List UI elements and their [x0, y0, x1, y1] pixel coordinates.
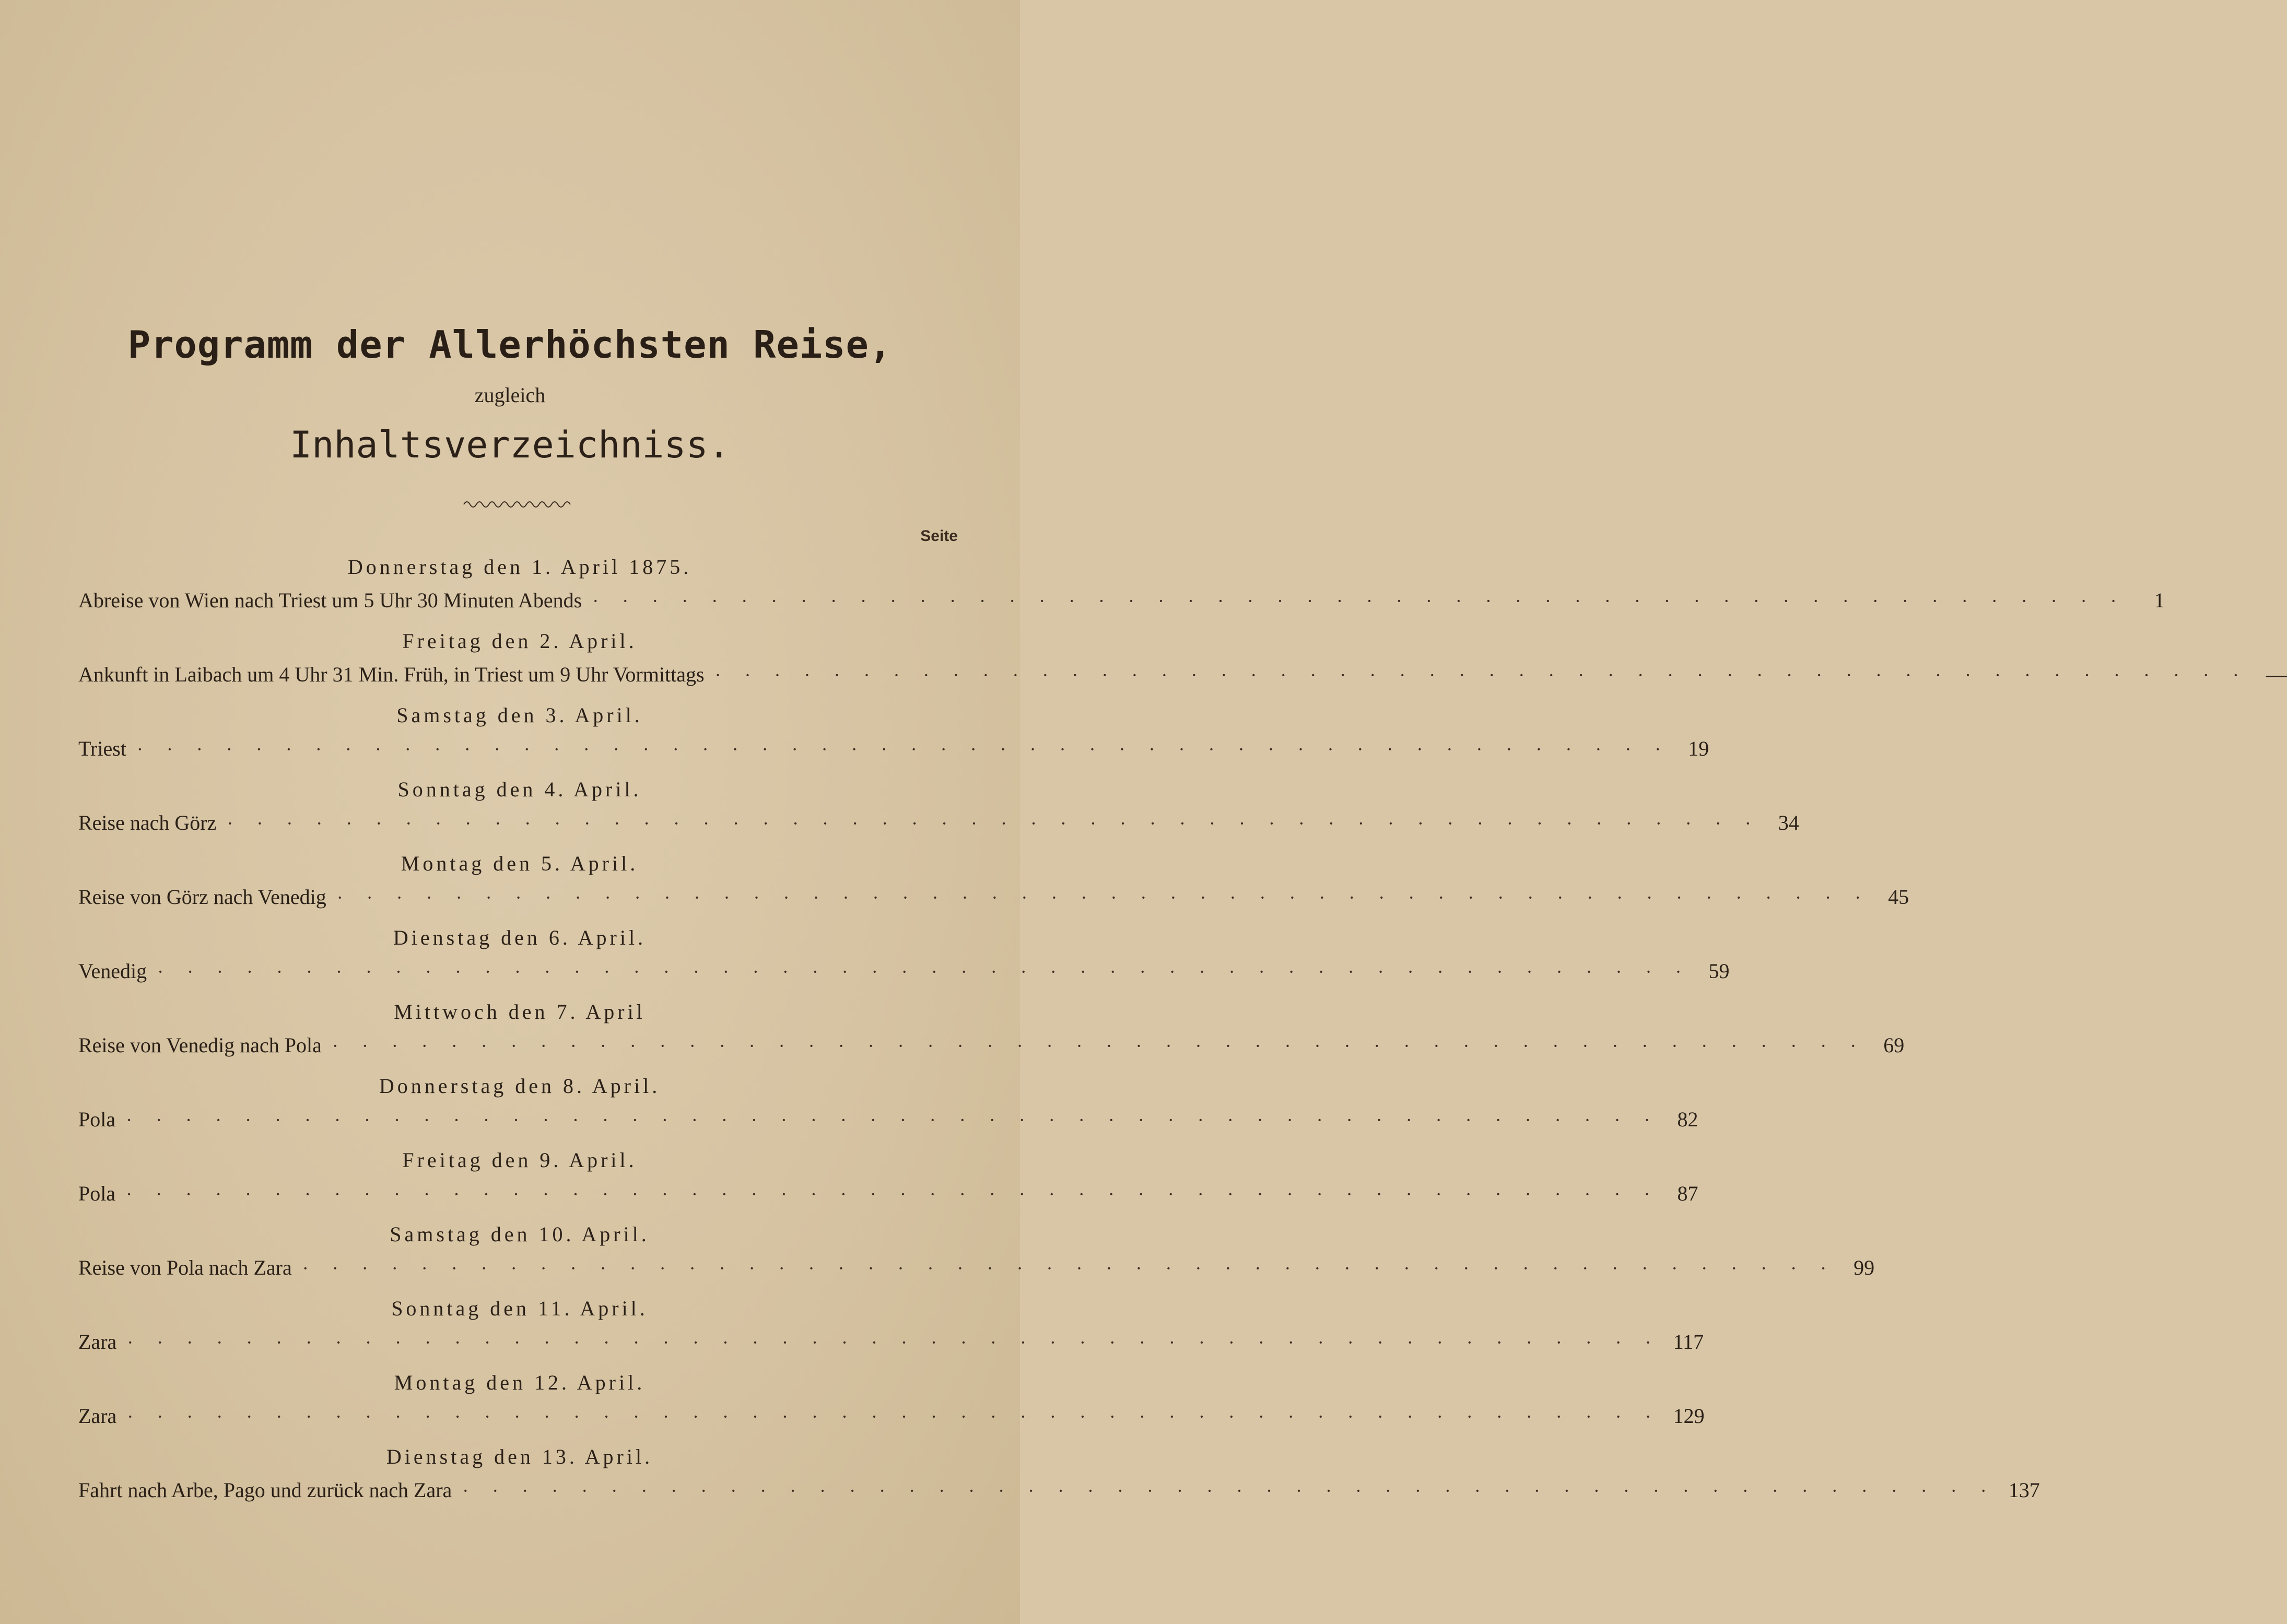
toc-entry — [78, 1438, 2040, 1512]
toc-line — [78, 1402, 1705, 1431]
toc-page-number: 117 — [1673, 1330, 1704, 1354]
toc-entry-text: Abreise von Wien nach Triest um 5 Uhr 30 Minuten Abends — [78, 589, 582, 612]
toc-day-heading: Dienstag den 6. April. — [393, 926, 647, 949]
toc-day-heading: Samstag den 3. April. — [396, 703, 643, 727]
toc-entry — [78, 1290, 1704, 1364]
toc-page-number: 1 — [2154, 589, 2165, 612]
toc-entry — [78, 1364, 1705, 1438]
dot-leader: · · · · · · · · · · · · · · · · · · · · · · · · · · · · · · · · · · · · · · · · · · · · · · · · · · · · — [126, 1184, 1660, 1205]
toc-line — [78, 660, 2287, 689]
dot-leader: · · · · · · · · · · · · · · · · · · · · · · · · · · · · · · · · · · · · · · · · · · · · · · · · · · · · — [136, 739, 1671, 760]
toc-page-number: 19 — [1688, 737, 1709, 760]
toc-day-heading: Dienstag den 13. April. — [386, 1445, 653, 1468]
page-subtitle: zugleich — [474, 383, 546, 407]
dot-leader: · · · · · · · · · · · · · · · · · · · · · · · · · · · · · · · · · · · · · · · · · · · · · · · · · · · · — [714, 665, 2248, 686]
dot-leader: · · · · · · · · · · · · · · · · · · · · · · · · · · · · · · · · · · · · · · · · · · · · · · · · · · · · — [227, 813, 1761, 834]
toc-day-heading: Samstag den 10. April. — [390, 1222, 650, 1246]
toc-entry-text: Ankunft in Laibach um 4 Uhr 31 Min. Früh, in Triest um 9 Uhr Vormittags — [78, 663, 705, 686]
dot-leader: · · · · · · · · · · · · · · · · · · · · · · · · · · · · · · · · · · · · · · · · · · · · · · · · · · · · — [126, 1110, 1660, 1131]
toc-line — [78, 1031, 1905, 1060]
dot-leader: · · · · · · · · · · · · · · · · · · · · · · · · · · · · · · · · · · · · · · · · · · · · · · · · · · · · — [157, 961, 1691, 982]
toc-entries — [78, 548, 2287, 1512]
toc-day-heading: Donnerstag den 8. April. — [379, 1074, 661, 1098]
toc-line — [78, 1105, 1698, 1134]
toc-page-number: 34 — [1778, 811, 1799, 834]
dot-leader: · · · · · · · · · · · · · · · · · · · · · · · · · · · · · · · · · · · · · · · · · · · · · · · · · · · · — [302, 1258, 1836, 1279]
page-title-secondary: Inhaltsverzeichniss. — [290, 423, 730, 466]
toc-page-number: 82 — [1677, 1108, 1698, 1131]
toc-line — [78, 1253, 1875, 1282]
dot-leader: · · · · · · · · · · · · · · · · · · · · · · · · · · · · · · · · · · · · · · · · · · · · · · · · · · · · — [127, 1332, 1661, 1353]
toc-page-number: 45 — [1888, 885, 1909, 909]
toc-day-heading: Montag den 12. April. — [394, 1371, 646, 1394]
toc-page-number: 69 — [1883, 1033, 1905, 1057]
toc-day-heading: Sonntag den 11. April. — [391, 1297, 648, 1320]
toc-entry-text: Pola — [78, 1182, 116, 1205]
toc-entry-text: Zara — [78, 1330, 117, 1354]
toc-line — [78, 1179, 1698, 1208]
toc-page-number: 59 — [1708, 959, 1730, 983]
toc-entry-text: Reise nach Görz — [78, 811, 217, 834]
toc-line — [78, 957, 1730, 986]
toc-page-number: 87 — [1677, 1182, 1698, 1205]
toc-line — [78, 1476, 2040, 1505]
toc-entry — [78, 845, 1909, 919]
toc-entry-text: Reise von Venedig nach Pola — [78, 1033, 322, 1057]
toc-entry — [78, 1067, 1698, 1141]
toc-page-number: — — [2266, 663, 2287, 686]
page-column-label: Seite — [920, 527, 958, 545]
toc-day-heading: Freitag den 2. April. — [402, 629, 637, 653]
toc-entry-text: Triest — [78, 737, 126, 760]
toc-entry — [78, 622, 2287, 697]
page-header — [0, 319, 1020, 470]
toc-line — [78, 586, 2165, 615]
toc-entry — [78, 1141, 1698, 1216]
dot-leader: · · · · · · · · · · · · · · · · · · · · · · · · · · · · · · · · · · · · · · · · · · · · · · · · · · · · — [332, 1035, 1866, 1056]
page-title: Programm der Allerhöchsten Reise, — [127, 323, 893, 367]
toc-entry — [78, 993, 1905, 1067]
toc-entry-text: Venedig — [78, 959, 147, 983]
toc-line — [78, 1327, 1704, 1357]
toc-line — [78, 734, 1709, 763]
toc-entry — [78, 771, 1799, 845]
toc-entry-text: Zara — [78, 1404, 117, 1428]
toc-entry-text: Fahrt nach Arbe, Pago und zurück nach Zara — [78, 1478, 452, 1502]
toc-entry-text: Reise von Pola nach Zara — [78, 1256, 292, 1279]
wavy-ornament-divider — [463, 497, 572, 510]
toc-day-heading: Freitag den 9. April. — [402, 1148, 637, 1172]
dot-leader: · · · · · · · · · · · · · · · · · · · · · · · · · · · · · · · · · · · · · · · · · · · · · · · · · · · · — [336, 887, 1871, 908]
toc-line — [78, 882, 1909, 912]
dot-leader: · · · · · · · · · · · · · · · · · · · · · · · · · · · · · · · · · · · · · · · · · · · · · · · · · · · · — [462, 1480, 1996, 1501]
dot-leader: · · · · · · · · · · · · · · · · · · · · · · · · · · · · · · · · · · · · · · · · · · · · · · · · · · · · — [592, 591, 2126, 611]
toc-day-heading: Montag den 5. April. — [401, 852, 639, 875]
toc-page-number: 129 — [1673, 1404, 1705, 1428]
toc-day-heading: Donnerstag den 1. April 1875. — [347, 555, 692, 579]
toc-entry-text: Reise von Görz nach Venedig — [78, 885, 326, 909]
toc-day-heading: Mittwoch den 7. April — [394, 1000, 646, 1023]
toc-entry — [78, 1216, 1875, 1290]
toc-entry-text: Pola — [78, 1108, 116, 1131]
toc-line — [78, 808, 1799, 838]
toc-entry — [78, 548, 2165, 622]
toc-entry — [78, 697, 1709, 771]
toc-day-heading: Sonntag den 4. April. — [397, 778, 642, 801]
toc-page-number: 137 — [2008, 1478, 2040, 1502]
toc-page-number: 99 — [1854, 1256, 1875, 1279]
dot-leader: · · · · · · · · · · · · · · · · · · · · · · · · · · · · · · · · · · · · · · · · · · · · · · · · · · · · — [127, 1406, 1661, 1427]
toc-entry — [78, 919, 1730, 993]
